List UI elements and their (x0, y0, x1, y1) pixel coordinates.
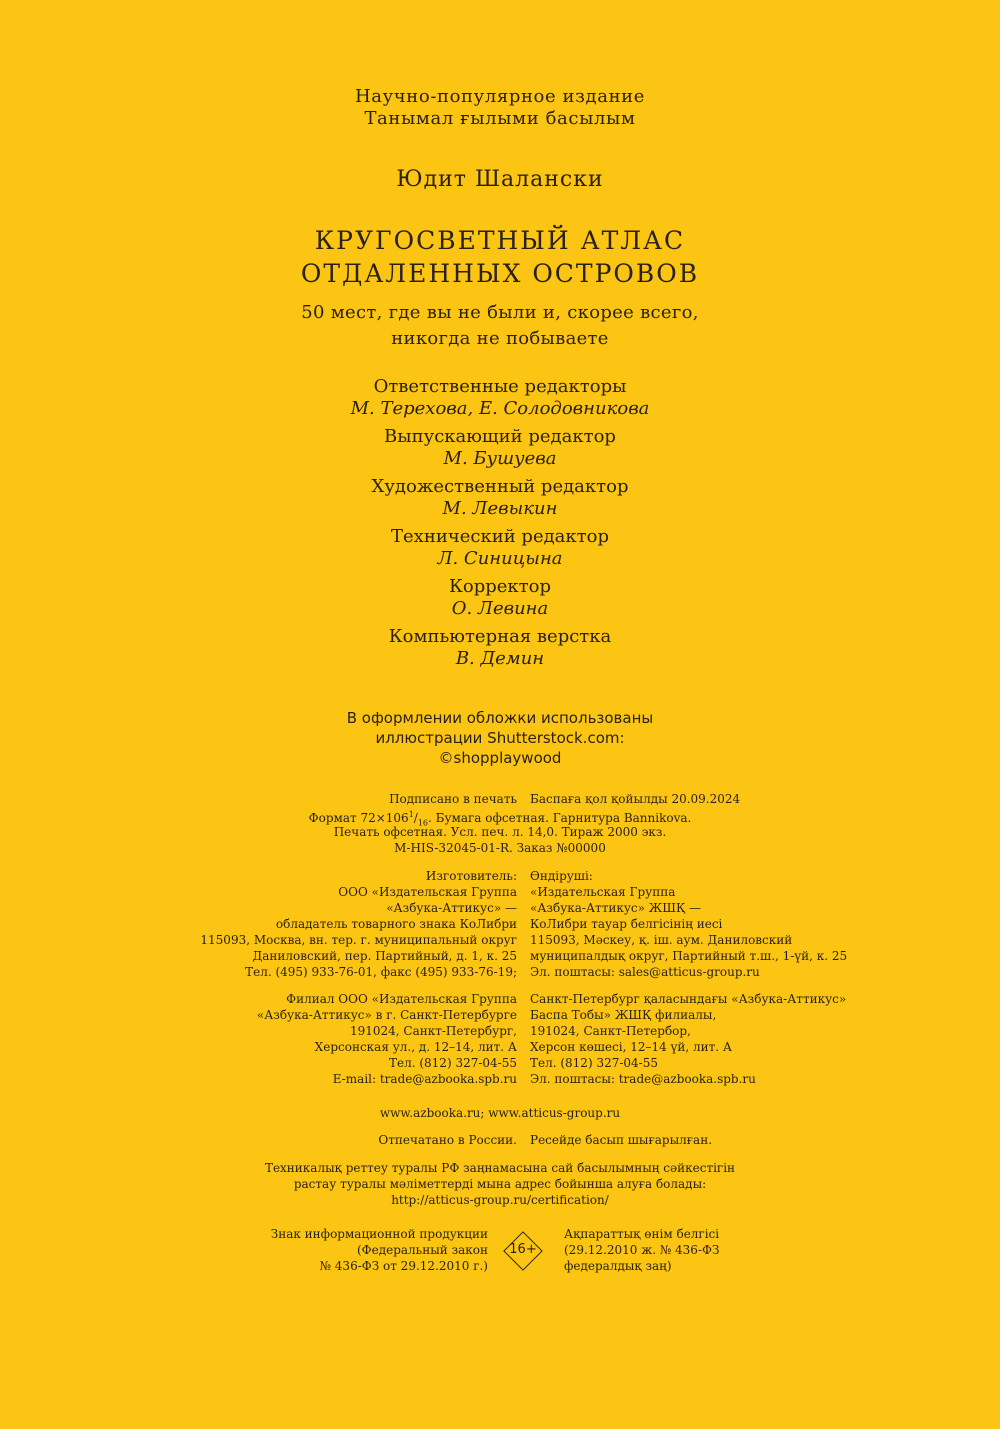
maker-kz-line: «Азбука-Аттикус» ЖШҚ — (530, 901, 702, 915)
print-info (0, 791, 1000, 861)
credit-role: Технический редактор (391, 526, 609, 547)
rating-ru-line: (Федеральный закон (356, 1243, 488, 1257)
credit-item (0, 476, 1000, 520)
branch-info (0, 991, 1000, 1091)
age-rating-label: 16+ (509, 1242, 537, 1257)
format-sub: 16 (417, 818, 429, 828)
cover-note-line: иллюстрации Shutterstock.com: (375, 729, 625, 747)
cover-note-line: В оформлении обложки использованы (346, 709, 654, 727)
maker-ru-line: обладатель товарного знака КоЛибри (275, 917, 517, 931)
printed-kz: Ресейде басып шығарылған. (530, 1133, 713, 1147)
branch-ru (257, 991, 517, 1087)
maker-ru-line: ООО «Издательская Группа (338, 885, 517, 899)
credit-item (0, 376, 1000, 420)
maker-kz-line: «Издательская Группа (530, 885, 676, 899)
maker-kz-line: Эл. поштасы: sales@atticus-group.ru (530, 965, 760, 979)
credit-item (0, 526, 1000, 570)
branch-kz-line: Херсон көшесі, 12–14 үй, лит. А (530, 1040, 732, 1054)
format-line: Формат $72\times 106^1/_{16}$. Бумага офсетная. Гарнитура Bannikova. (308, 810, 692, 828)
age-rating-info (0, 1226, 1000, 1282)
maker-info (0, 868, 1000, 988)
maker-ru-line: «Азбука-Аттикус» — (386, 901, 517, 915)
title-line-2: ОТДАЛЕННЫХ ОСТРОВОВ (300, 259, 700, 288)
rating-kz-line: (29.12.2010 ж. № 436-ФЗ (564, 1243, 720, 1257)
maker-ru-line: 115093, Москва, вн. тер. г. муниципальный округ (200, 933, 517, 947)
branch-ru-line: Херсонская ул., д. 12–14, лит. А (314, 1040, 517, 1054)
rating-ru-line: № 436-ФЗ от 29.12.2010 г.) (319, 1259, 488, 1273)
signed-kz: Баспаға қол қойылды 20.09.2024 (530, 792, 741, 806)
credit-item (0, 576, 1000, 620)
branch-kz-line: Санкт-Петербург қаласындағы «Азбука-Аттикус» (530, 992, 847, 1006)
branch-kz-line: 191024, Санкт-Петербор, (530, 1024, 691, 1038)
format-text: Формат 72×106 (308, 811, 409, 825)
credit-role: Компьютерная верстка (388, 626, 612, 647)
rating-kz-line: федералдық заң) (564, 1259, 672, 1273)
author-name: Юдит Шалански (396, 167, 604, 192)
branch-ru-line: Филиал ООО «Издательская Группа (286, 992, 517, 1006)
certification-line: растау туралы мәліметтерді мына адрес бойынша алуға болады: (293, 1177, 707, 1191)
print-line-4: M-HIS-32045-01-R. Заказ №00000 (394, 841, 606, 855)
certification-url[interactable]: http://atticus-group.ru/certification/ (391, 1193, 609, 1207)
format-sup: 1 (408, 810, 414, 819)
credit-person: М. Терехова, Е. Солодовникова (350, 398, 650, 419)
print-line-3: Печать офсетная. Усл. печ. л. 14,0. Тираж 2000 экз. (333, 825, 667, 839)
credit-role: Ответственные редакторы (373, 376, 627, 397)
credits-list (0, 376, 1000, 676)
branch-ru-line: Тел. (812) 327-04-55 (389, 1056, 517, 1070)
maker-kz-line: 115093, Мәскеу, қ. іш. аум. Даниловский (530, 933, 793, 947)
printed-ru: Отпечатано в России. (378, 1133, 517, 1147)
credit-role: Выпускающий редактор (384, 426, 616, 447)
maker-kz-line: Өндіруші: (530, 869, 593, 883)
age-rating-badge (503, 1231, 543, 1271)
certification-note (0, 1160, 1000, 1208)
website-links[interactable]: www.azbooka.ru; www.atticus-group.ru (379, 1106, 621, 1120)
rating-ru-line: Знак информационной продукции (270, 1227, 488, 1241)
edition-type (0, 86, 1000, 130)
book-title (0, 224, 1000, 290)
rating-kz (564, 1226, 719, 1274)
certification-line: Техникалық реттеу туралы РФ заңнамасына сай басылымның сәйкестігін (264, 1161, 736, 1175)
rating-kz-line: Ақпараттық өнім белгісі (564, 1227, 720, 1241)
book-subtitle (0, 300, 1000, 352)
maker-kz-line: КоЛибри тауар белгісінің иесі (530, 917, 723, 931)
maker-ru (200, 868, 517, 980)
credit-person: Л. Синицына (437, 548, 563, 569)
credit-role: Корректор (448, 576, 552, 597)
edition-ru: Научно-популярное издание (354, 86, 646, 107)
branch-kz-line: Тел. (812) 327-04-55 (530, 1056, 658, 1070)
signed-ru: Подписано в печать (389, 792, 517, 806)
credit-item (0, 426, 1000, 470)
credit-person: В. Демин (455, 648, 545, 669)
credit-person: М. Левыкин (442, 498, 558, 519)
cover-note-line: ©shopplaywood (438, 749, 562, 767)
branch-ru-line: «Азбука-Аттикус» в г. Санкт-Петербурге (256, 1008, 517, 1022)
maker-ru-line: Изготовитель: (425, 869, 517, 883)
branch-ru-line: E-mail: trade@azbooka.spb.ru (332, 1072, 517, 1086)
edition-kz: Танымал ғылыми басылым (364, 108, 636, 129)
maker-kz (530, 868, 847, 980)
format-rest: . Бумага офсетная. Гарнитура Bannikova. (428, 811, 692, 825)
maker-ru-line: Даниловский, пер. Партийный, д. 1, к. 25 (252, 949, 517, 963)
branch-kz-line: Баспа Тобы» ЖШҚ филиалы, (530, 1008, 717, 1022)
maker-kz-line: муниципалдық округ, Партийный т.ш., 1-үй, к. 25 (530, 949, 848, 963)
rating-ru (271, 1226, 488, 1274)
subtitle-line-1: 50 мест, где вы не были и, скорее всего, (301, 302, 699, 323)
maker-ru-line: Тел. (495) 933-76-01, факс (495) 933-76-19; (245, 965, 517, 979)
branch-ru-line: 191024, Санкт-Петербург, (349, 1024, 517, 1038)
branch-kz (530, 991, 846, 1087)
subtitle-line-2: никогда не побываете (391, 328, 609, 349)
credit-person: О. Левина (451, 598, 549, 619)
credit-role: Художественный редактор (371, 476, 629, 497)
branch-kz-line: Эл. поштасы: trade@azbooka.spb.ru (530, 1072, 756, 1086)
credit-person: М. Бушуева (443, 448, 557, 469)
title-line-1: КРУГОСВЕТНЫЙ АТЛАС (314, 226, 686, 255)
cover-note (0, 708, 1000, 768)
credit-item (0, 626, 1000, 670)
